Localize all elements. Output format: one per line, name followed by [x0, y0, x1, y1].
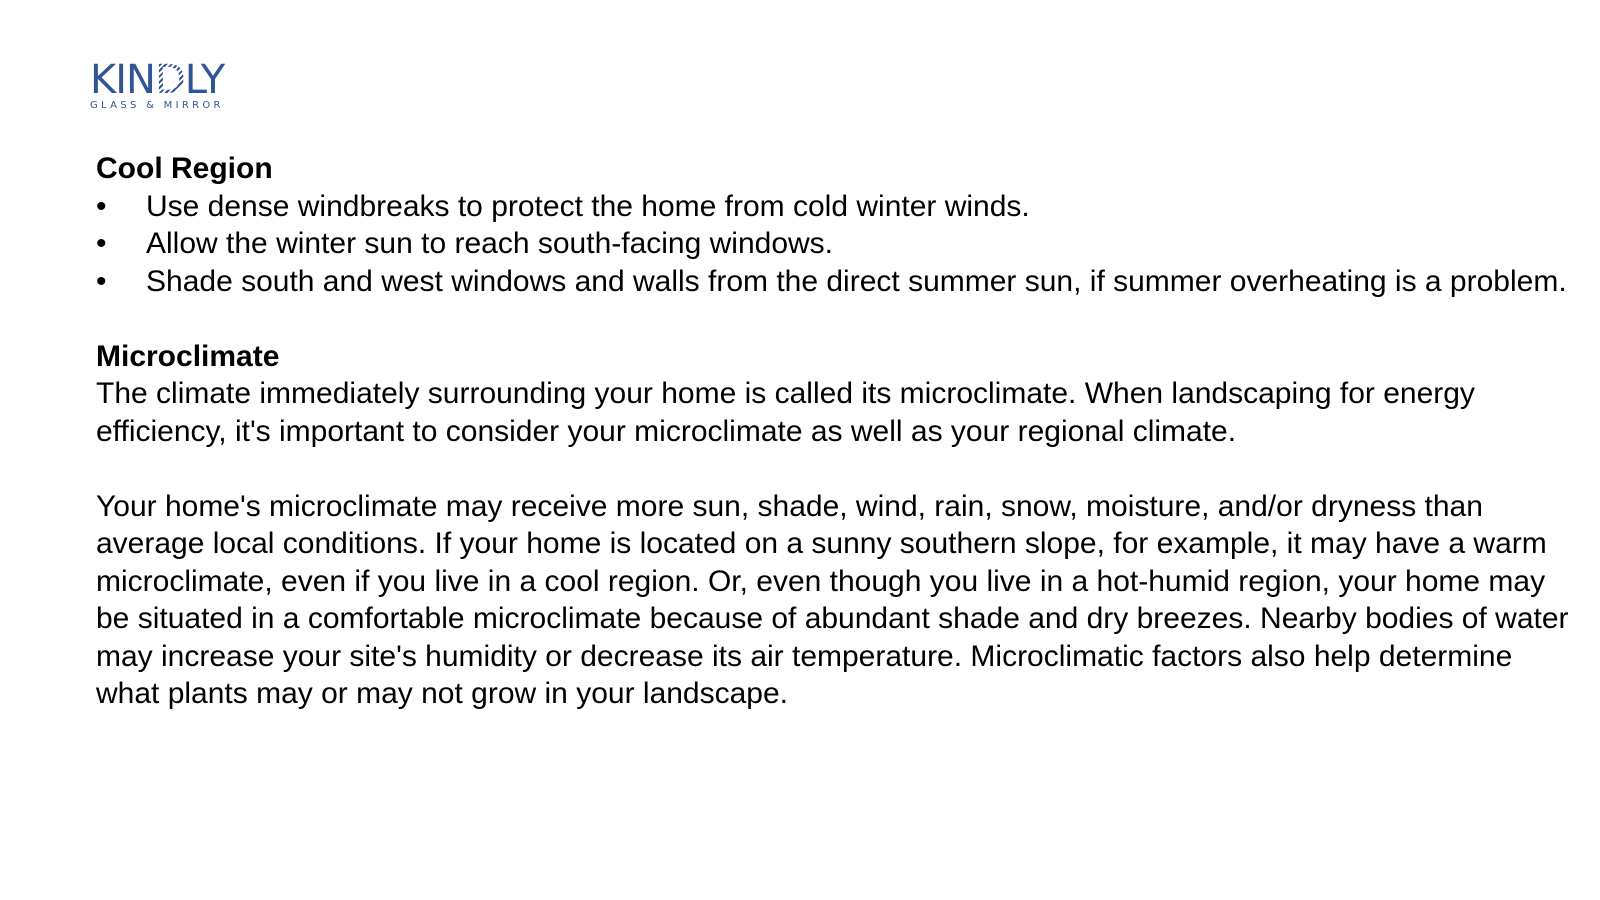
logo-tagline: GLASS & MIRROR [90, 100, 224, 111]
bullet-icon: • [96, 189, 107, 223]
cool-region-heading: Cool Region [96, 152, 273, 185]
list-item [96, 263, 1576, 301]
kindly-logo [90, 57, 250, 114]
document-body [96, 150, 1576, 713]
bullet-icon: • [96, 227, 107, 260]
microclimate-heading: Microclimate [96, 339, 280, 373]
microclimate-paragraph: The climate immediately surrounding your home is called its microclimate. When landscaping for energy efficiency, it's important to consider your microclimate as well as your regional climate. [96, 377, 1475, 448]
cool-region-list [96, 188, 1576, 301]
list-item [96, 225, 1576, 263]
logo-wordmark: KINDLY [90, 57, 225, 103]
bullet-icon: • [96, 264, 107, 298]
list-item [96, 188, 1576, 226]
list-item-text: Allow the winter sun to reach south-facing windows. [146, 227, 834, 260]
microclimate-paragraph: Your home's microclimate may receive more sun, shade, wind, rain, snow, moisture, and/or dryness than average local conditions. If your home is located on a sunny southern slope, for example, it may have a warm microclimate, even if you live in a cool region. Or, even though you live in a hot-humid region, your home may be situated in a comfortable microclimate because of abundant shade and dry breezes. Nearby bodies of water may increase your site's humidity or decrease its air temperature. Microclimatic factors also help determine what plants may or may not grow in your landscape. [96, 489, 1569, 710]
list-item-text: Shade south and west windows and walls from the direct summer sun, if summer overheating is a problem. [146, 264, 1567, 298]
list-item-text: Use dense windbreaks to protect the home from cold winter winds. [146, 189, 1030, 223]
